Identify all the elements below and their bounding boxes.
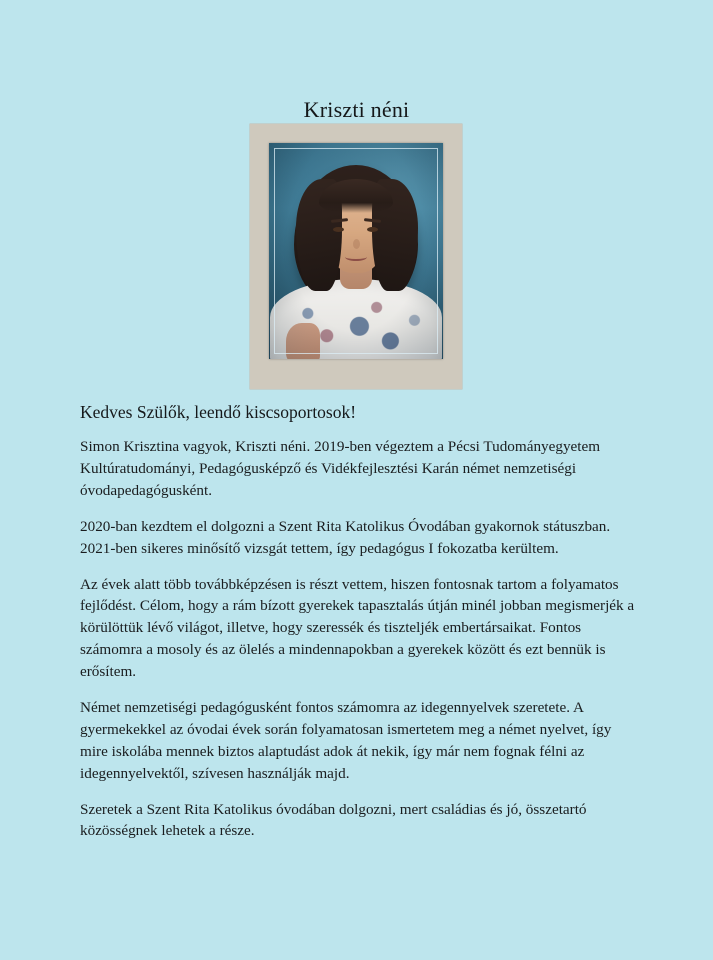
- eye-left-shape: [333, 227, 344, 232]
- paragraph-5: Szeretek a Szent Rita Katolikus óvodában dolgozni, mert családias és jó, összetartó közösségnek lehetek a része.: [80, 800, 587, 840]
- arm-shape: [286, 323, 320, 359]
- paragraph-4: Német nemzetiségi pedagógusként fontos számomra az idegennyelvek szeretete. A gyermekekkel az óvodai évek során folyamatosan ismertetem meg a német nyelvet, így mire iskolába mennek biztos alaptudást adok át nekik, így már nem fognak félni az idegennyelvektől, szívesen használják majd.: [80, 699, 612, 782]
- portrait-photo: [269, 143, 443, 359]
- greeting-line: Kedves Szülők, leendő kiscsoportosok!: [80, 402, 357, 422]
- mouth-shape: [345, 253, 367, 261]
- nose-shape: [353, 239, 360, 249]
- eye-right-shape: [367, 227, 378, 232]
- paragraph-3: Az évek alatt több továbbképzésen is részt vettem, hiszen fontosnak tartom a folyamatos fejlődést. Célom, hogy a rám bízott gyerekek tapasztalás útján minél jobban megismerjék a körülöttük lévő világot, illetve, hogy szeressék és tiszteljék embertársaikat. Fontos számomra a mosoly és az ölelés a mindennapokban a gyerekek között és ezt bennük is erősítem.: [80, 575, 635, 681]
- paragraph-1: Simon Krisztina vagyok, Kriszti néni. 2019-ben végeztem a Pécsi Tudományegyetem Kultúratudományi, Pedagógusképző és Vidékfejlesztési Karán német nemzetiségi óvodapedagógusként.: [80, 438, 601, 499]
- paragraph-2: 2020-ban kezdtem el dolgozni a Szent Rita Katolikus Óvodában gyakornok státuszban. 2021-ben sikeres minősítő vizsgát tettem, így pedagógus I fokozatba kerültem.: [80, 517, 611, 557]
- portrait-photo-frame: [250, 124, 462, 389]
- page-title: Kriszti néni: [303, 96, 410, 122]
- article-body: [80, 401, 642, 842]
- portrait-figure: [269, 143, 443, 359]
